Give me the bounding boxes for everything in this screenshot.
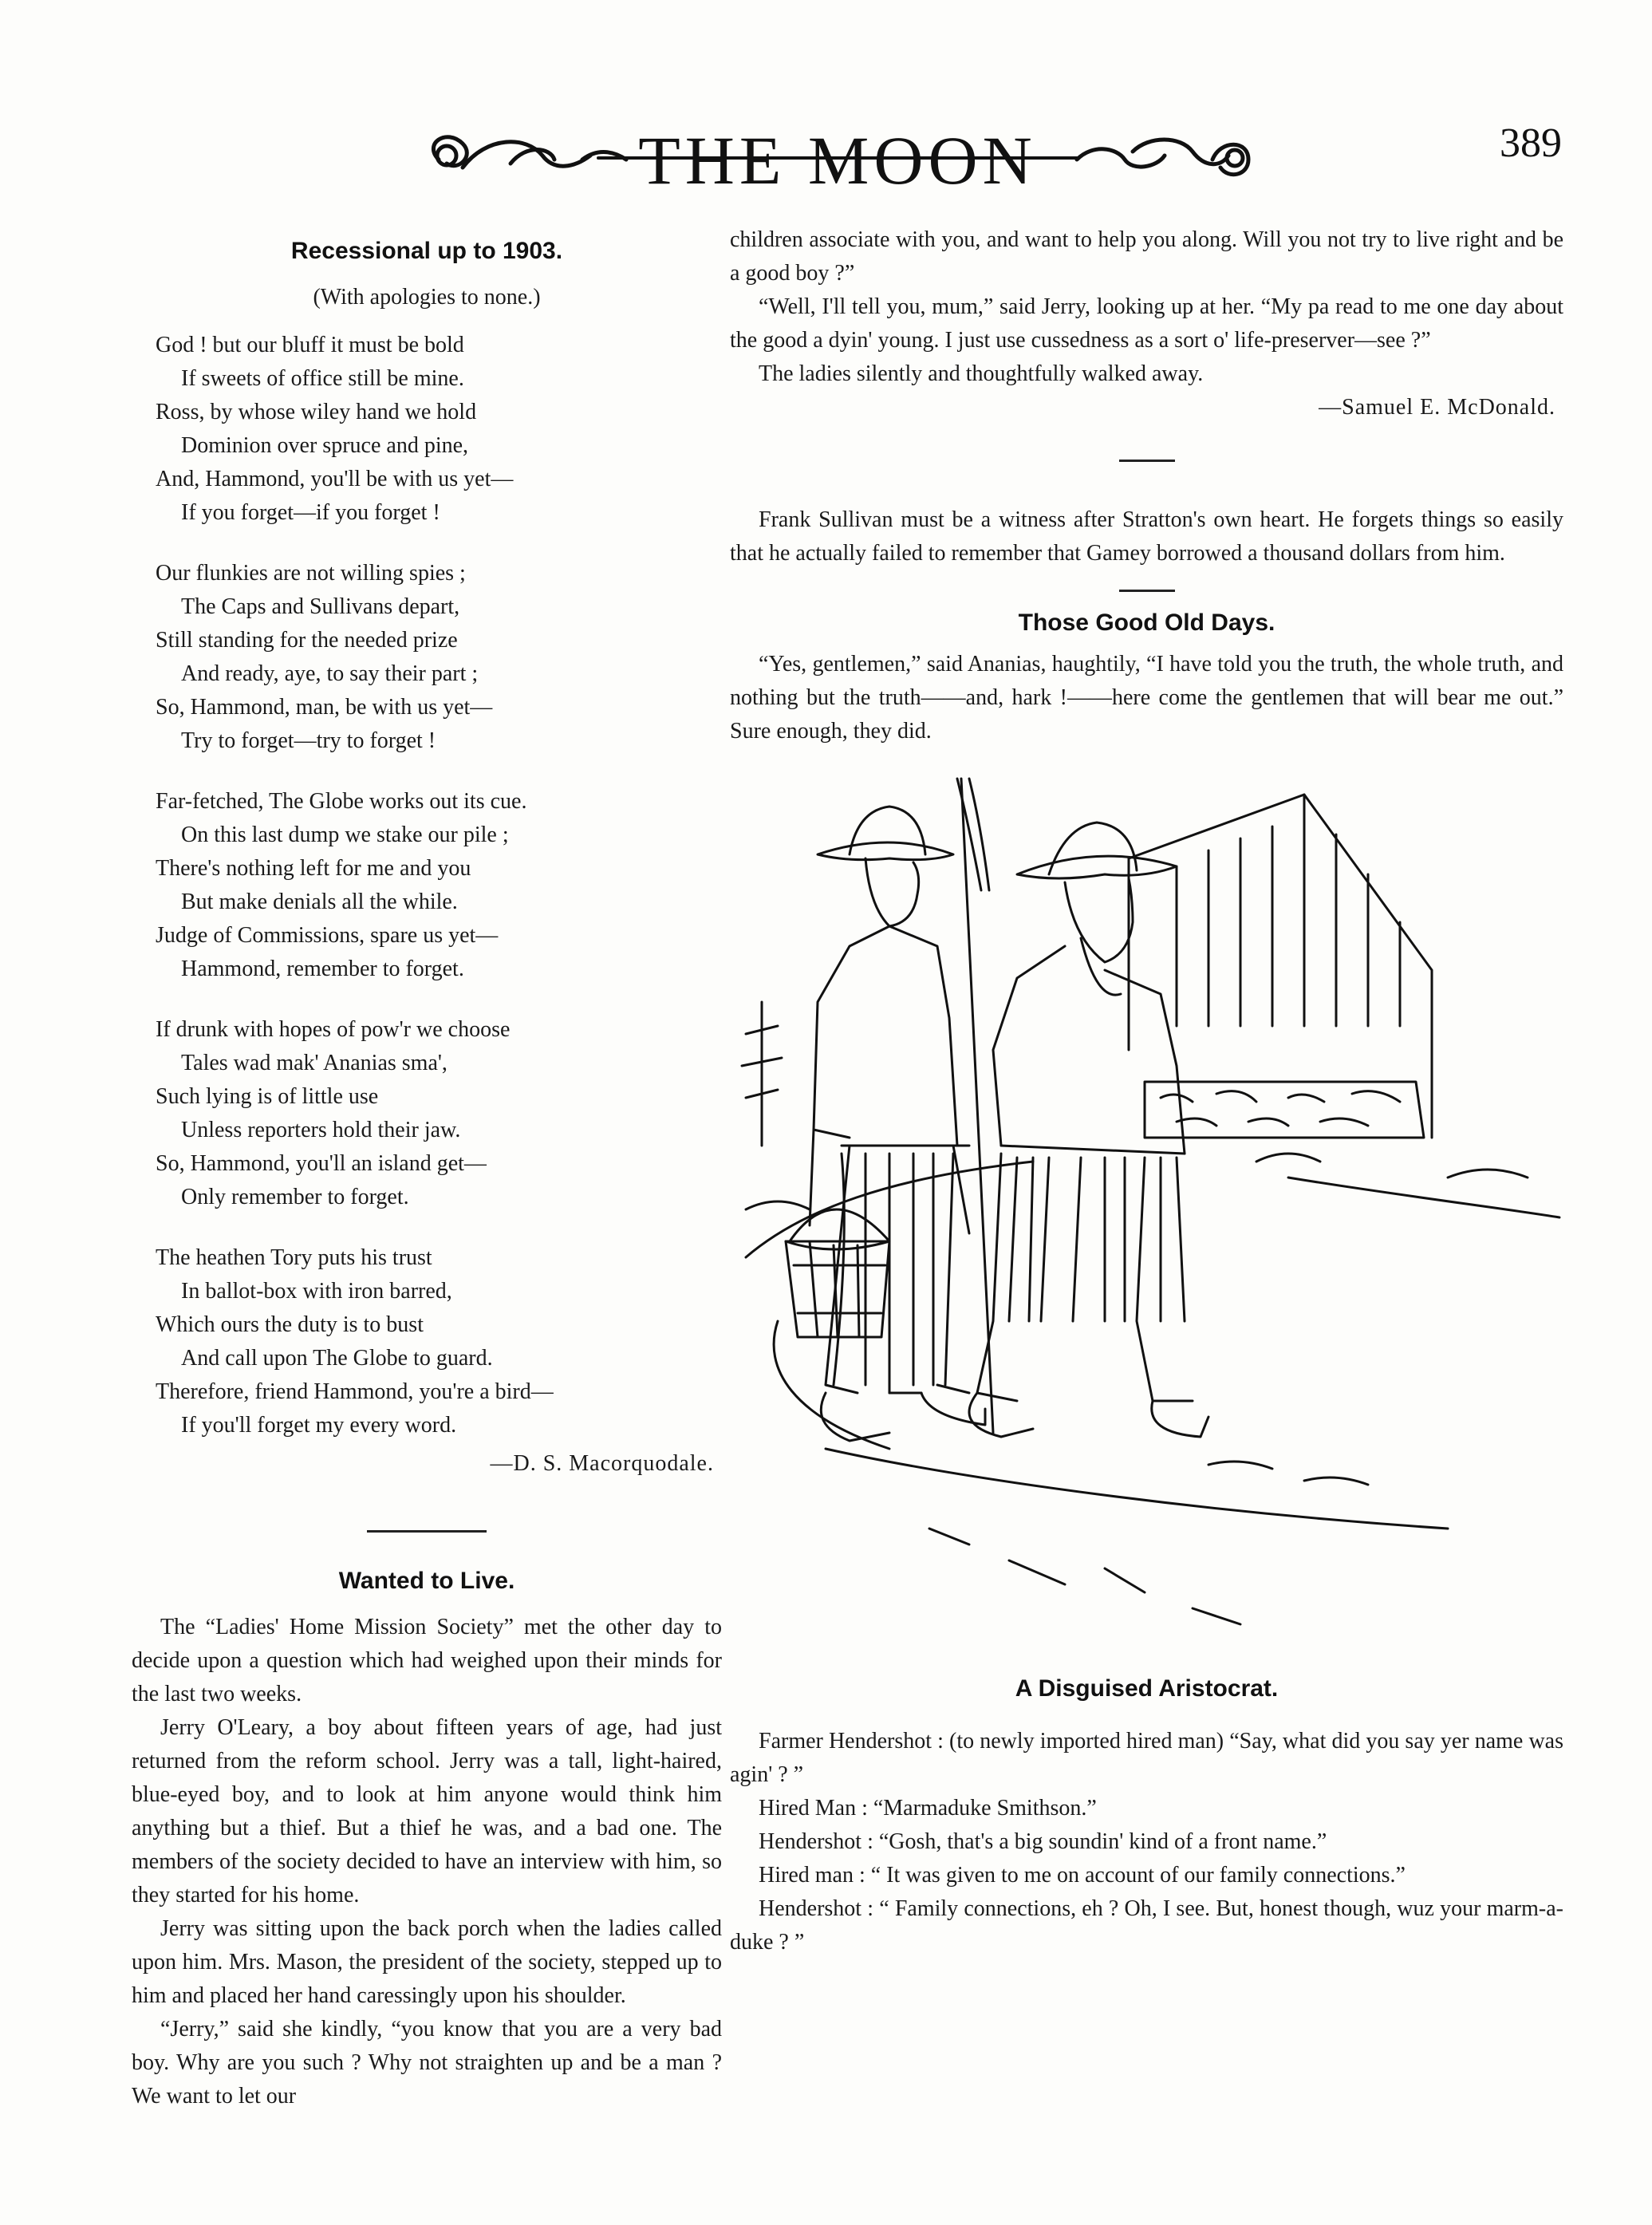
masthead-title: THE MOON bbox=[638, 122, 1037, 199]
verse-line: Still standing for the needed prize bbox=[156, 628, 458, 653]
left-column bbox=[132, 223, 722, 2113]
dialogue-line: Farmer Hendershot : (to newly imported hired man) “Say, what did you say yer name was agin' ? ” bbox=[730, 1729, 1563, 1787]
wanted-title: Wanted to Live. bbox=[338, 1568, 515, 1594]
verse-line: And call upon The Globe to guard. bbox=[181, 1346, 493, 1371]
right-column bbox=[730, 223, 1563, 1959]
good-old-days-paragraph: “Yes, gentlemen,” said Ananias, haughtily, “I have told you the truth, the whole truth, and nothing but the truth——and, hark !——here come the gentlemen that will bear me out.” Sure enough, they did. bbox=[730, 652, 1563, 744]
verse-line: Therefore, friend Hammond, you're a bird— bbox=[156, 1379, 554, 1404]
wanted-paragraph: Jerry was sitting upon the back porch when the ladies called upon him. Mrs. Mason, the president of the society, stepped up to him and placed her hand caressingly upon his shoulder. bbox=[132, 1916, 722, 2008]
verse-line: Far-fetched, The Globe works out its cue. bbox=[156, 789, 527, 814]
stanza-2 bbox=[156, 557, 722, 758]
good-old-days-title: Those Good Old Days. bbox=[1018, 610, 1275, 636]
verse-line: Only remember to forget. bbox=[181, 1185, 409, 1209]
wanted-paragraph: The “Ladies' Home Mission Society” met the other day to decide upon a question which had weighed upon their minds for the last two weeks. bbox=[132, 1615, 722, 1706]
wanted-author: —Samuel E. McDonald. bbox=[1319, 395, 1555, 420]
verse-line: In ballot-box with iron barred, bbox=[181, 1279, 452, 1304]
verse-line: And ready, aye, to say their part ; bbox=[181, 661, 479, 686]
wanted-continued-paragraph: The ladies silently and thoughtfully walked away. bbox=[759, 361, 1204, 386]
recessional-author: —D. S. Macorquodale. bbox=[490, 1451, 714, 1476]
wanted-paragraph: Jerry O'Leary, a boy about fifteen years of age, had just returned from the reform school. Jerry was a tall, light-haired, blue-eyed boy, and to look at him anyone would think him anything but a thief. But a thief he was, and a bad one. The members of the society decided to have an interview with him, so they started for his home. bbox=[132, 1715, 722, 1907]
stanza-5 bbox=[156, 1241, 722, 1442]
verse-line: But make denials all the while. bbox=[181, 890, 458, 914]
verse-line: Tales wad mak' Ananias sma', bbox=[181, 1051, 447, 1075]
verse-line: If you'll forget my every word. bbox=[181, 1413, 457, 1438]
stanza-1 bbox=[156, 329, 722, 530]
verse-line: Which ours the duty is to bust bbox=[156, 1312, 424, 1337]
section-divider bbox=[367, 1530, 487, 1533]
verse-line: So, Hammond, you'll an island get— bbox=[156, 1151, 487, 1176]
verse-line: There's nothing left for me and you bbox=[156, 856, 471, 881]
verse-line: Such lying is of little use bbox=[156, 1084, 379, 1109]
wanted-continued-paragraph: children associate with you, and want to help you along. Will you not try to live right and be a good boy ?” bbox=[730, 227, 1563, 286]
verse-line: On this last dump we stake our pile ; bbox=[181, 823, 509, 847]
verse-line: So, Hammond, man, be with us yet— bbox=[156, 695, 493, 720]
verse-line: Our flunkies are not willing spies ; bbox=[156, 561, 466, 586]
dialogue-line: Hired Man : “Marmaduke Smithson.” bbox=[759, 1796, 1097, 1821]
verse-line: Hammond, remember to forget. bbox=[181, 957, 464, 981]
wanted-continued-paragraph: “Well, I'll tell you, mum,” said Jerry, looking up at her. “My pa read to me one day about the good a dyin' young. I just use cussedness as a sort o' life-preserver—see ?” bbox=[730, 294, 1563, 353]
masthead bbox=[415, 112, 1260, 199]
dialogue-line: Hired man : “ It was given to me on account of our family connections.” bbox=[759, 1863, 1406, 1888]
section-divider bbox=[1119, 460, 1175, 462]
section-divider bbox=[1119, 590, 1175, 592]
verse-line: Dominion over spruce and pine, bbox=[181, 433, 469, 458]
aristocrat-dialogue bbox=[730, 1725, 1563, 1959]
verse-line: And, Hammond, you'll be with us yet— bbox=[156, 467, 514, 491]
dialogue-line: Hendershot : “ Family connections, eh ? Oh, I see. But, honest though, wuz your marm-a-duke ? ” bbox=[730, 1896, 1563, 1955]
verse-line: If drunk with hopes of pow'r we choose bbox=[156, 1017, 511, 1042]
verse-line: If sweets of office still be mine. bbox=[181, 366, 464, 391]
verse-line: The Caps and Sullivans depart, bbox=[181, 594, 460, 619]
recessional-title: Recessional up to 1903. bbox=[290, 238, 563, 264]
verse-line: If you forget—if you forget ! bbox=[181, 500, 440, 525]
aristocrat-title: A Disguised Aristocrat. bbox=[1015, 1675, 1279, 1702]
verse-line: The heathen Tory puts his trust bbox=[156, 1245, 432, 1270]
recessional-subtitle: (With apologies to none.) bbox=[313, 285, 541, 310]
sullivan-paragraph: Frank Sullivan must be a witness after Stratton's own heart. He forgets things so easily that he actually failed to remember that Gamey borrowed a thousand dollars from him. bbox=[730, 507, 1563, 566]
farmers-illustration bbox=[730, 763, 1563, 1664]
verse-line: God ! but our bluff it must be bold bbox=[156, 333, 464, 357]
wanted-paragraph: “Jerry,” said she kindly, “you know that you are a very bad boy. Why are you such ? Why not straighten up and be a man ? We want to let our bbox=[132, 2017, 722, 2109]
verse-line: Judge of Commissions, spare us yet— bbox=[156, 923, 499, 948]
verse-line: Unless reporters hold their jaw. bbox=[181, 1118, 461, 1142]
stanza-3 bbox=[156, 785, 722, 986]
verse-line: Try to forget—try to forget ! bbox=[181, 728, 436, 753]
dialogue-line: Hendershot : “Gosh, that's a big soundin' kind of a front name.” bbox=[759, 1829, 1327, 1854]
stanza-4 bbox=[156, 1013, 722, 1214]
page-number: 389 bbox=[1500, 120, 1562, 166]
verse-line: Ross, by whose wiley hand we hold bbox=[156, 400, 477, 424]
